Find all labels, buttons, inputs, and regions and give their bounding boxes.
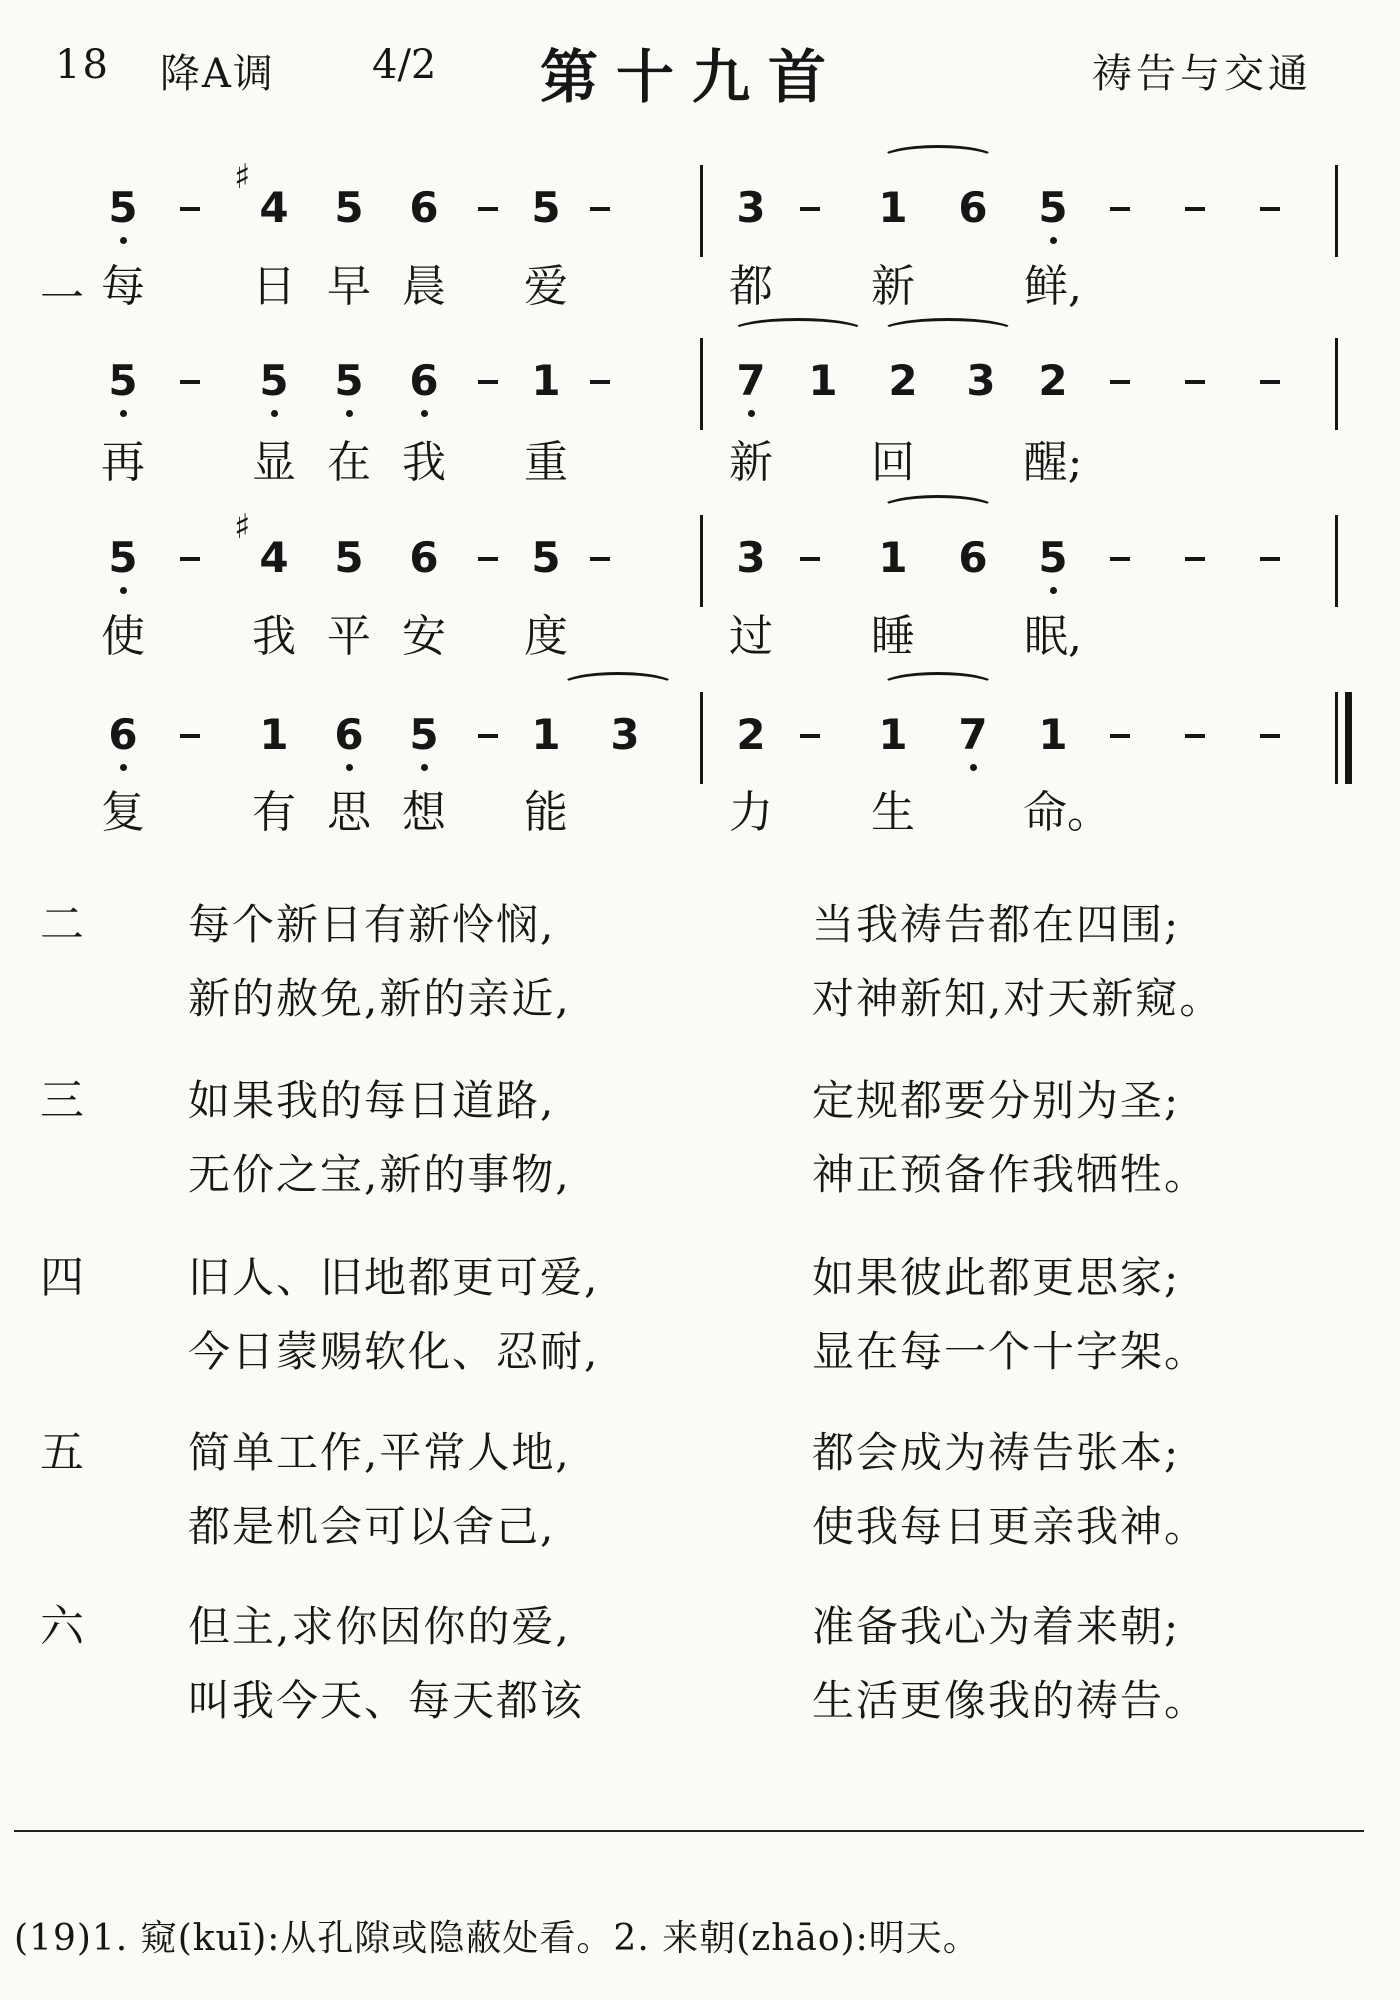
lyric-syllable: 鲜, (1024, 261, 1082, 312)
note: 2 (736, 710, 766, 759)
lower-octave-dot (271, 410, 278, 417)
lower-octave-dot (120, 410, 127, 417)
lyric-syllable: 晨 (402, 261, 446, 312)
verse-line: 对神新知,对天新窥。 (812, 974, 1224, 1023)
note: 5 (409, 710, 439, 759)
duration-dash (1185, 207, 1205, 211)
verse-number: 五 (40, 1427, 84, 1478)
lyric-syllable: 想 (402, 787, 446, 838)
final-barline (1345, 692, 1352, 784)
note: 2 (1038, 356, 1068, 405)
verse-line: 叫我今天、每天都该 (188, 1676, 585, 1725)
lyric-syllable: 早 (327, 261, 371, 312)
verse-line: 今日蒙赐软化、忍耐, (188, 1327, 600, 1376)
verse-number: 三 (40, 1075, 84, 1126)
duration-dash (590, 207, 610, 211)
barline (1335, 515, 1338, 607)
duration-dash (478, 207, 498, 211)
slur (560, 672, 676, 699)
lower-octave-dot (120, 764, 127, 771)
duration-dash (800, 734, 820, 738)
note: 6 (409, 183, 439, 232)
note: 3 (736, 533, 766, 582)
note: 5 (334, 183, 364, 232)
duration-dash (1110, 380, 1130, 384)
lyric-syllable: 度 (524, 611, 568, 662)
lyric-syllable: 睡 (871, 611, 915, 662)
duration-dash (1110, 734, 1130, 738)
footnote-divider (14, 1830, 1364, 1832)
sharp-accidental: ♯ (234, 157, 251, 197)
duration-dash (1260, 380, 1280, 384)
note: 1 (1038, 710, 1068, 759)
note: 1 (878, 183, 908, 232)
hymn-category: 祷告与交通 (1092, 51, 1312, 97)
lower-octave-dot (1050, 237, 1057, 244)
lyric-syllable: 爱 (524, 261, 568, 312)
lower-octave-dot (346, 410, 353, 417)
lyric-syllable: 眠, (1024, 611, 1082, 662)
lyric-syllable: 每 (101, 261, 145, 312)
lyric-syllable: 过 (729, 611, 773, 662)
verse-line: 都会成为祷告张本; (812, 1428, 1181, 1477)
slur (880, 672, 996, 699)
duration-dash (478, 734, 498, 738)
duration-dash (1260, 207, 1280, 211)
barline (1335, 165, 1338, 257)
note: 1 (878, 533, 908, 582)
verse-line: 都是机会可以舍己, (188, 1502, 556, 1551)
note: 7 (736, 356, 766, 405)
verse-line: 使我每日更亲我神。 (812, 1502, 1209, 1551)
verse-line: 无价之宝,新的事物, (188, 1150, 571, 1199)
verse-line: 新的赦免,新的亲近, (188, 974, 571, 1023)
note: 5 (531, 183, 561, 232)
verse-line: 如果我的每日道路, (188, 1076, 556, 1125)
slur (880, 145, 996, 172)
lyric-syllable: 使 (101, 611, 145, 662)
lyric-syllable: 新 (729, 437, 773, 488)
barline (1335, 338, 1338, 430)
duration-dash (180, 380, 200, 384)
note: 6 (409, 533, 439, 582)
lower-octave-dot (421, 410, 428, 417)
note: 4 (259, 533, 289, 582)
lyric-syllable: 有 (252, 787, 296, 838)
duration-dash (1185, 557, 1205, 561)
verse-line: 如果彼此都更思家; (812, 1253, 1181, 1302)
lyric-syllable: 能 (524, 787, 568, 838)
lyric-syllable: 回 (871, 437, 915, 488)
note: 1 (808, 356, 838, 405)
verse-number: 二 (40, 899, 84, 950)
lyric-syllable: 新 (871, 261, 915, 312)
verse-line: 生活更像我的祷告。 (812, 1676, 1209, 1725)
time-signature: 4/2 (372, 42, 437, 88)
lyric-syllable: 醒; (1023, 437, 1083, 488)
barline (700, 338, 703, 430)
key-signature: 降A调 (160, 51, 275, 97)
barline (700, 692, 703, 784)
duration-dash (1110, 557, 1130, 561)
lyric-syllable: 复 (101, 787, 145, 838)
verse-number: 六 (40, 1601, 84, 1652)
verse-line: 旧人、旧地都更可爱, (188, 1253, 600, 1302)
lyric-syllable: 在 (327, 437, 371, 488)
duration-dash (800, 207, 820, 211)
duration-dash (1110, 207, 1130, 211)
duration-dash (180, 207, 200, 211)
verse-number-1: 一 (40, 273, 84, 324)
footnote: (19)1. 窥(kuī):从孔隙或隐蔽处看。2. 来朝(zhāo):明天。 (14, 1918, 980, 1959)
barline (700, 515, 703, 607)
verse-line: 神正预备作我牺牲。 (812, 1150, 1209, 1199)
sharp-accidental: ♯ (234, 507, 251, 547)
duration-dash (1260, 557, 1280, 561)
slur (730, 318, 866, 345)
note: 1 (259, 710, 289, 759)
lyric-syllable: 生 (871, 787, 915, 838)
note: 5 (259, 356, 289, 405)
note: 6 (409, 356, 439, 405)
page-number: 18 (55, 42, 110, 88)
duration-dash (180, 557, 200, 561)
lower-octave-dot (748, 410, 755, 417)
verse-line: 准备我心为着来朝; (812, 1602, 1181, 1651)
lyric-syllable: 我 (402, 437, 446, 488)
note: 5 (108, 533, 138, 582)
lyric-syllable: 安 (402, 611, 446, 662)
lyric-syllable: 都 (729, 261, 773, 312)
note: 1 (531, 710, 561, 759)
lyric-syllable: 我 (252, 611, 296, 662)
lyric-syllable: 重 (524, 437, 568, 488)
note: 3 (610, 710, 640, 759)
duration-dash (590, 557, 610, 561)
note: 5 (531, 533, 561, 582)
note: 5 (1038, 183, 1068, 232)
note: 6 (958, 533, 988, 582)
verse-line: 显在每一个十字架。 (812, 1327, 1209, 1376)
note: 1 (531, 356, 561, 405)
lyric-syllable: 日 (252, 261, 296, 312)
lower-octave-dot (120, 587, 127, 594)
note: 5 (334, 356, 364, 405)
note: 3 (966, 356, 996, 405)
note: 5 (108, 356, 138, 405)
verse-line: 每个新日有新怜悯, (188, 900, 556, 949)
slur (880, 495, 996, 522)
lower-octave-dot (970, 764, 977, 771)
duration-dash (800, 557, 820, 561)
note: 5 (334, 533, 364, 582)
note: 6 (334, 710, 364, 759)
lower-octave-dot (1050, 587, 1057, 594)
duration-dash (590, 380, 610, 384)
duration-dash (1260, 734, 1280, 738)
lower-octave-dot (120, 237, 127, 244)
duration-dash (180, 734, 200, 738)
duration-dash (478, 380, 498, 384)
note: 5 (1038, 533, 1068, 582)
lyric-syllable: 显 (252, 437, 296, 488)
lower-octave-dot (421, 764, 428, 771)
slur (880, 318, 1016, 345)
lyric-syllable: 力 (729, 787, 773, 838)
note: 7 (958, 710, 988, 759)
verse-line: 简单工作,平常人地, (188, 1428, 571, 1477)
verse-line: 定规都要分别为圣; (812, 1076, 1181, 1125)
barline (1335, 692, 1338, 784)
verse-line: 但主,求你因你的爱, (188, 1602, 571, 1651)
lyric-syllable: 命。 (1023, 787, 1111, 838)
note: 4 (259, 183, 289, 232)
note: 2 (888, 356, 918, 405)
lower-octave-dot (346, 764, 353, 771)
lyric-syllable: 平 (327, 611, 371, 662)
lyric-syllable: 再 (101, 437, 145, 488)
verse-number: 四 (40, 1252, 84, 1303)
duration-dash (1185, 380, 1205, 384)
note: 6 (958, 183, 988, 232)
note: 1 (878, 710, 908, 759)
duration-dash (1185, 734, 1205, 738)
note: 6 (108, 710, 138, 759)
lyric-syllable: 思 (327, 787, 371, 838)
verse-line: 当我祷告都在四围; (812, 900, 1181, 949)
barline (700, 165, 703, 257)
note: 5 (108, 183, 138, 232)
duration-dash (478, 557, 498, 561)
hymn-title: 第十九首 (540, 43, 845, 111)
note: 3 (736, 183, 766, 232)
